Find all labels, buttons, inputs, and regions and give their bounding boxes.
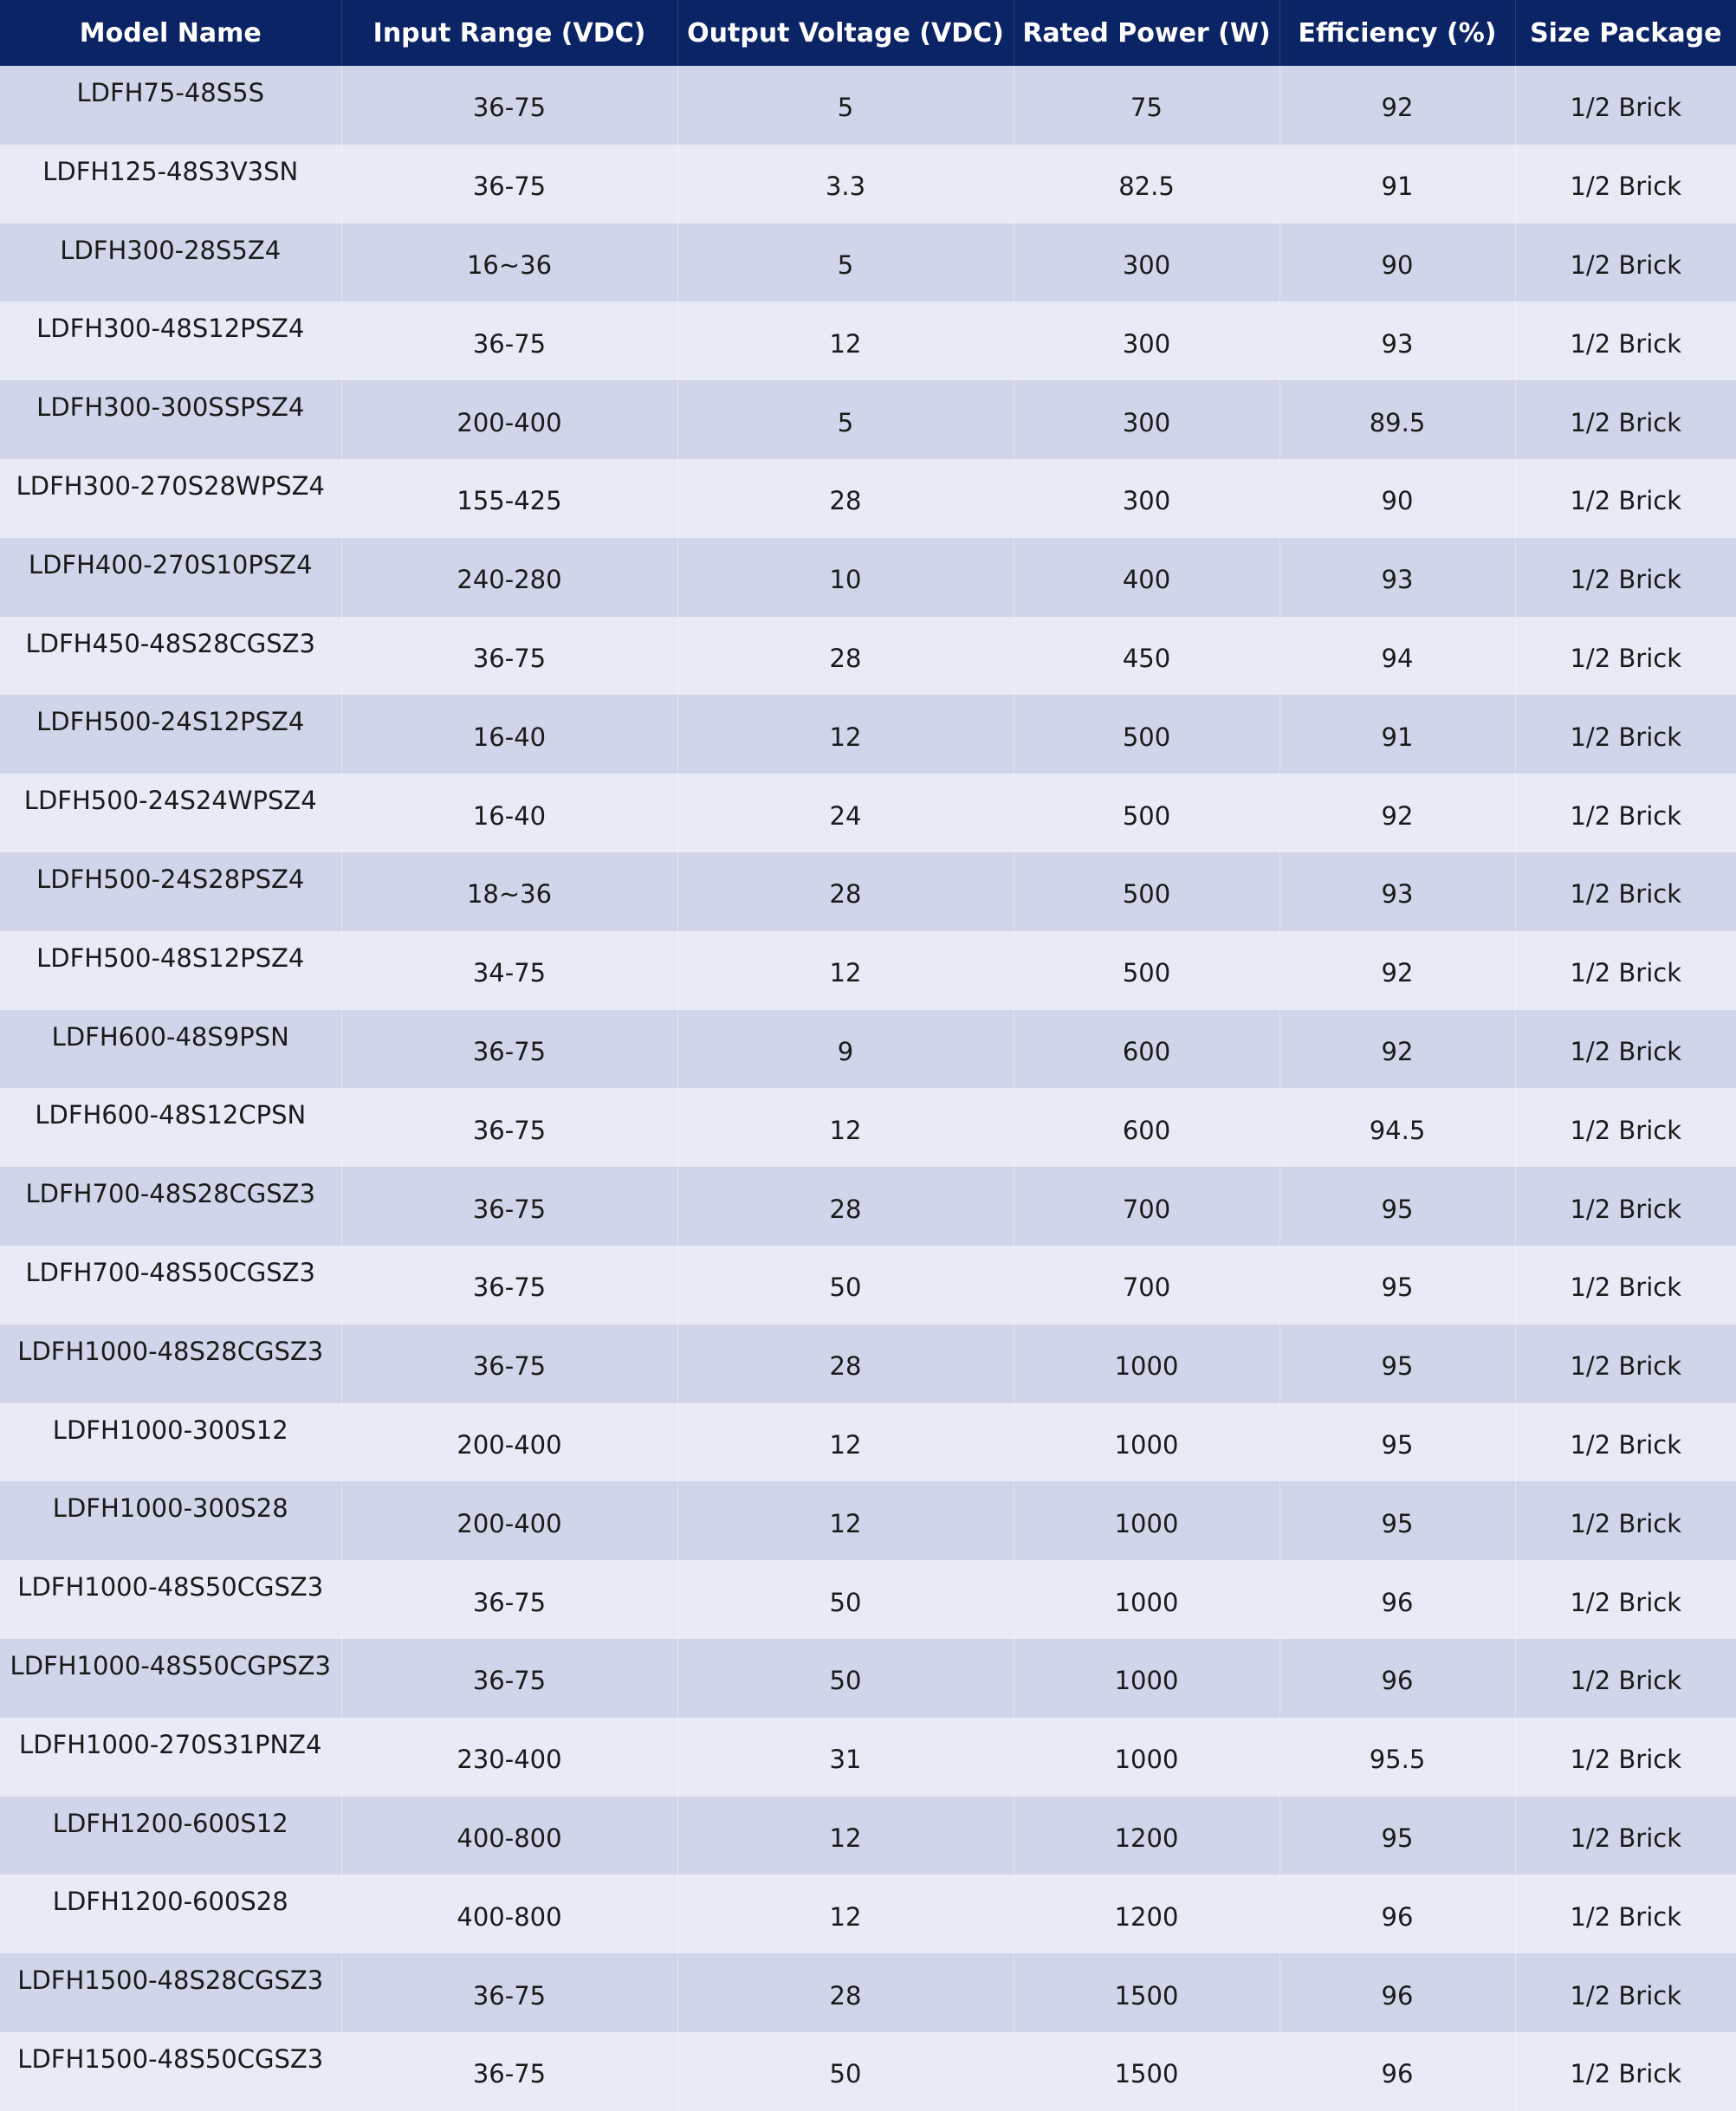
cell-input-range: 36-75 — [341, 1324, 677, 1403]
cell-model-name: LDFH300-48S12PSZ4 — [0, 301, 341, 380]
cell-efficiency: 95 — [1279, 1167, 1515, 1246]
cell-size-package: 1/2 Brick — [1515, 1718, 1736, 1797]
cell-rated-power: 300 — [1014, 223, 1279, 302]
cell-input-range: 200-400 — [341, 1403, 677, 1482]
cell-input-range: 36-75 — [341, 1560, 677, 1639]
cell-output-voltage: 12 — [677, 301, 1014, 380]
table-row — [0, 1167, 1736, 1246]
cell-model-name: LDFH1000-300S12 — [0, 1403, 341, 1482]
cell-input-range: 36-75 — [341, 145, 677, 223]
cell-size-package: 1/2 Brick — [1515, 538, 1736, 617]
cell-model-name: LDFH450-48S28CGSZ3 — [0, 617, 341, 696]
cell-rated-power: 500 — [1014, 852, 1279, 931]
cell-input-range: 230-400 — [341, 1718, 677, 1797]
cell-output-voltage: 5 — [677, 223, 1014, 302]
cell-rated-power: 300 — [1014, 301, 1279, 380]
cell-input-range: 155-425 — [341, 459, 677, 538]
table-row — [0, 852, 1736, 931]
cell-size-package: 1/2 Brick — [1515, 1403, 1736, 1482]
cell-model-name: LDFH700-48S50CGSZ3 — [0, 1246, 341, 1324]
table-row — [0, 1797, 1736, 1875]
table-row — [0, 1481, 1736, 1560]
cell-output-voltage: 12 — [677, 931, 1014, 1010]
cell-input-range: 200-400 — [341, 380, 677, 459]
cell-efficiency: 96 — [1279, 1875, 1515, 1953]
cell-output-voltage: 50 — [677, 1246, 1014, 1324]
cell-model-name: LDFH1000-48S28CGSZ3 — [0, 1324, 341, 1403]
table-row — [0, 1560, 1736, 1639]
cell-output-voltage: 5 — [677, 380, 1014, 459]
table-row — [0, 538, 1736, 617]
cell-size-package: 1/2 Brick — [1515, 459, 1736, 538]
table-row — [0, 1010, 1736, 1089]
cell-rated-power: 1000 — [1014, 1718, 1279, 1797]
table-row — [0, 380, 1736, 459]
table-row — [0, 1324, 1736, 1403]
table-row — [0, 1953, 1736, 2032]
cell-efficiency: 95 — [1279, 1481, 1515, 1560]
cell-efficiency: 90 — [1279, 223, 1515, 302]
header-row — [0, 0, 1736, 66]
cell-model-name: LDFH75-48S5S — [0, 66, 341, 145]
cell-size-package: 1/2 Brick — [1515, 1639, 1736, 1718]
cell-efficiency: 96 — [1279, 2032, 1515, 2111]
cell-size-package: 1/2 Brick — [1515, 617, 1736, 696]
cell-input-range: 16-40 — [341, 774, 677, 852]
cell-size-package: 1/2 Brick — [1515, 1324, 1736, 1403]
cell-model-name: LDFH300-28S5Z4 — [0, 223, 341, 302]
cell-rated-power: 1000 — [1014, 1639, 1279, 1718]
cell-input-range: 240-280 — [341, 538, 677, 617]
cell-rated-power: 500 — [1014, 931, 1279, 1010]
table-row — [0, 1639, 1736, 1718]
cell-output-voltage: 28 — [677, 1324, 1014, 1403]
cell-output-voltage: 50 — [677, 1639, 1014, 1718]
cell-input-range: 36-75 — [341, 1010, 677, 1089]
cell-model-name: LDFH1500-48S28CGSZ3 — [0, 1953, 341, 2032]
cell-output-voltage: 9 — [677, 1010, 1014, 1089]
cell-rated-power: 1500 — [1014, 2032, 1279, 2111]
cell-size-package: 1/2 Brick — [1515, 1246, 1736, 1324]
cell-size-package: 1/2 Brick — [1515, 2032, 1736, 2111]
cell-efficiency: 96 — [1279, 1560, 1515, 1639]
cell-output-voltage: 24 — [677, 774, 1014, 852]
header-input-range: Input Range (VDC) — [341, 0, 677, 66]
table-row — [0, 774, 1736, 852]
table-row — [0, 931, 1736, 1010]
cell-size-package: 1/2 Brick — [1515, 380, 1736, 459]
cell-size-package: 1/2 Brick — [1515, 1167, 1736, 1246]
cell-efficiency: 93 — [1279, 538, 1515, 617]
table-row — [0, 145, 1736, 223]
cell-model-name: LDFH1000-300S28 — [0, 1481, 341, 1560]
cell-efficiency: 96 — [1279, 1639, 1515, 1718]
cell-size-package: 1/2 Brick — [1515, 695, 1736, 774]
cell-output-voltage: 3.3 — [677, 145, 1014, 223]
table-row — [0, 1403, 1736, 1482]
cell-output-voltage: 5 — [677, 66, 1014, 145]
table-row — [0, 2032, 1736, 2111]
cell-model-name: LDFH500-24S12PSZ4 — [0, 695, 341, 774]
cell-rated-power: 1200 — [1014, 1875, 1279, 1953]
cell-output-voltage: 12 — [677, 1403, 1014, 1482]
table-row — [0, 66, 1736, 145]
cell-output-voltage: 12 — [677, 1797, 1014, 1875]
cell-output-voltage: 12 — [677, 1875, 1014, 1953]
cell-input-range: 36-75 — [341, 1167, 677, 1246]
cell-output-voltage: 10 — [677, 538, 1014, 617]
cell-model-name: LDFH300-300SSPSZ4 — [0, 380, 341, 459]
cell-efficiency: 95.5 — [1279, 1718, 1515, 1797]
cell-output-voltage: 28 — [677, 1953, 1014, 2032]
cell-output-voltage: 31 — [677, 1718, 1014, 1797]
cell-input-range: 18~36 — [341, 852, 677, 931]
header-output-voltage: Output Voltage (VDC) — [677, 0, 1014, 66]
cell-output-voltage: 50 — [677, 2032, 1014, 2111]
cell-output-voltage: 28 — [677, 617, 1014, 696]
cell-input-range: 200-400 — [341, 1481, 677, 1560]
cell-efficiency: 95 — [1279, 1246, 1515, 1324]
cell-size-package: 1/2 Brick — [1515, 145, 1736, 223]
cell-input-range: 400-800 — [341, 1875, 677, 1953]
cell-input-range: 34-75 — [341, 931, 677, 1010]
cell-input-range: 36-75 — [341, 1088, 677, 1167]
cell-output-voltage: 12 — [677, 1481, 1014, 1560]
cell-input-range: 36-75 — [341, 617, 677, 696]
cell-rated-power: 300 — [1014, 459, 1279, 538]
cell-efficiency: 89.5 — [1279, 380, 1515, 459]
header-efficiency: Efficiency (%) — [1279, 0, 1515, 66]
header-model-name: Model Name — [0, 0, 341, 66]
cell-efficiency: 92 — [1279, 1010, 1515, 1089]
cell-rated-power: 700 — [1014, 1246, 1279, 1324]
table-row — [0, 1088, 1736, 1167]
cell-efficiency: 93 — [1279, 852, 1515, 931]
cell-model-name: LDFH600-48S12CPSN — [0, 1088, 341, 1167]
table-body — [0, 66, 1736, 2111]
cell-size-package: 1/2 Brick — [1515, 852, 1736, 931]
header-size-package: Size Package — [1515, 0, 1736, 66]
cell-input-range: 36-75 — [341, 1639, 677, 1718]
cell-rated-power: 450 — [1014, 617, 1279, 696]
cell-output-voltage: 50 — [677, 1560, 1014, 1639]
cell-efficiency: 95 — [1279, 1403, 1515, 1482]
cell-model-name: LDFH1200-600S28 — [0, 1875, 341, 1953]
cell-efficiency: 94.5 — [1279, 1088, 1515, 1167]
cell-model-name: LDFH125-48S3V3SN — [0, 145, 341, 223]
table-row — [0, 223, 1736, 302]
cell-rated-power: 1500 — [1014, 1953, 1279, 2032]
cell-efficiency: 91 — [1279, 145, 1515, 223]
cell-efficiency: 96 — [1279, 1953, 1515, 2032]
cell-model-name: LDFH500-24S24WPSZ4 — [0, 774, 341, 852]
cell-efficiency: 92 — [1279, 931, 1515, 1010]
cell-model-name: LDFH1200-600S12 — [0, 1797, 341, 1875]
cell-output-voltage: 12 — [677, 695, 1014, 774]
cell-rated-power: 1000 — [1014, 1481, 1279, 1560]
cell-size-package: 1/2 Brick — [1515, 66, 1736, 145]
cell-input-range: 400-800 — [341, 1797, 677, 1875]
cell-size-package: 1/2 Brick — [1515, 1560, 1736, 1639]
cell-model-name: LDFH1000-270S31PNZ4 — [0, 1718, 341, 1797]
cell-efficiency: 95 — [1279, 1324, 1515, 1403]
cell-input-range: 36-75 — [341, 66, 677, 145]
cell-model-name: LDFH300-270S28WPSZ4 — [0, 459, 341, 538]
cell-size-package: 1/2 Brick — [1515, 1953, 1736, 2032]
header-rated-power: Rated Power (W) — [1014, 0, 1279, 66]
cell-efficiency: 92 — [1279, 66, 1515, 145]
cell-efficiency: 92 — [1279, 774, 1515, 852]
cell-input-range: 16-40 — [341, 695, 677, 774]
cell-size-package: 1/2 Brick — [1515, 1481, 1736, 1560]
cell-input-range: 16~36 — [341, 223, 677, 302]
cell-output-voltage: 28 — [677, 459, 1014, 538]
cell-efficiency: 94 — [1279, 617, 1515, 696]
cell-rated-power: 700 — [1014, 1167, 1279, 1246]
cell-rated-power: 1000 — [1014, 1560, 1279, 1639]
table-row — [0, 301, 1736, 380]
cell-size-package: 1/2 Brick — [1515, 223, 1736, 302]
cell-model-name: LDFH1000-48S50CGPSZ3 — [0, 1639, 341, 1718]
cell-rated-power: 600 — [1014, 1088, 1279, 1167]
cell-rated-power: 300 — [1014, 380, 1279, 459]
cell-rated-power: 1000 — [1014, 1324, 1279, 1403]
cell-model-name: LDFH400-270S10PSZ4 — [0, 538, 341, 617]
table-row — [0, 617, 1736, 696]
cell-efficiency: 93 — [1279, 301, 1515, 380]
cell-model-name: LDFH600-48S9PSN — [0, 1010, 341, 1089]
cell-model-name: LDFH500-24S28PSZ4 — [0, 852, 341, 931]
cell-rated-power: 400 — [1014, 538, 1279, 617]
table-row — [0, 1718, 1736, 1797]
cell-size-package: 1/2 Brick — [1515, 1010, 1736, 1089]
cell-output-voltage: 28 — [677, 1167, 1014, 1246]
cell-size-package: 1/2 Brick — [1515, 774, 1736, 852]
cell-rated-power: 1200 — [1014, 1797, 1279, 1875]
cell-input-range: 36-75 — [341, 1953, 677, 2032]
table-header — [0, 0, 1736, 66]
cell-size-package: 1/2 Brick — [1515, 931, 1736, 1010]
table-row — [0, 1246, 1736, 1324]
cell-efficiency: 90 — [1279, 459, 1515, 538]
cell-size-package: 1/2 Brick — [1515, 1875, 1736, 1953]
cell-efficiency: 91 — [1279, 695, 1515, 774]
cell-input-range: 36-75 — [341, 1246, 677, 1324]
table-row — [0, 459, 1736, 538]
cell-rated-power: 500 — [1014, 774, 1279, 852]
table-row — [0, 1875, 1736, 1953]
cell-efficiency: 95 — [1279, 1797, 1515, 1875]
cell-rated-power: 82.5 — [1014, 145, 1279, 223]
cell-rated-power: 1000 — [1014, 1403, 1279, 1482]
table-row — [0, 695, 1736, 774]
cell-output-voltage: 12 — [677, 1088, 1014, 1167]
cell-model-name: LDFH1000-48S50CGSZ3 — [0, 1560, 341, 1639]
cell-model-name: LDFH500-48S12PSZ4 — [0, 931, 341, 1010]
cell-size-package: 1/2 Brick — [1515, 1797, 1736, 1875]
cell-size-package: 1/2 Brick — [1515, 1088, 1736, 1167]
cell-size-package: 1/2 Brick — [1515, 301, 1736, 380]
cell-output-voltage: 28 — [677, 852, 1014, 931]
cell-rated-power: 600 — [1014, 1010, 1279, 1089]
cell-rated-power: 75 — [1014, 66, 1279, 145]
cell-input-range: 36-75 — [341, 2032, 677, 2111]
cell-model-name: LDFH700-48S28CGSZ3 — [0, 1167, 341, 1246]
cell-input-range: 36-75 — [341, 301, 677, 380]
cell-model-name: LDFH1500-48S50CGSZ3 — [0, 2032, 341, 2111]
cell-rated-power: 500 — [1014, 695, 1279, 774]
